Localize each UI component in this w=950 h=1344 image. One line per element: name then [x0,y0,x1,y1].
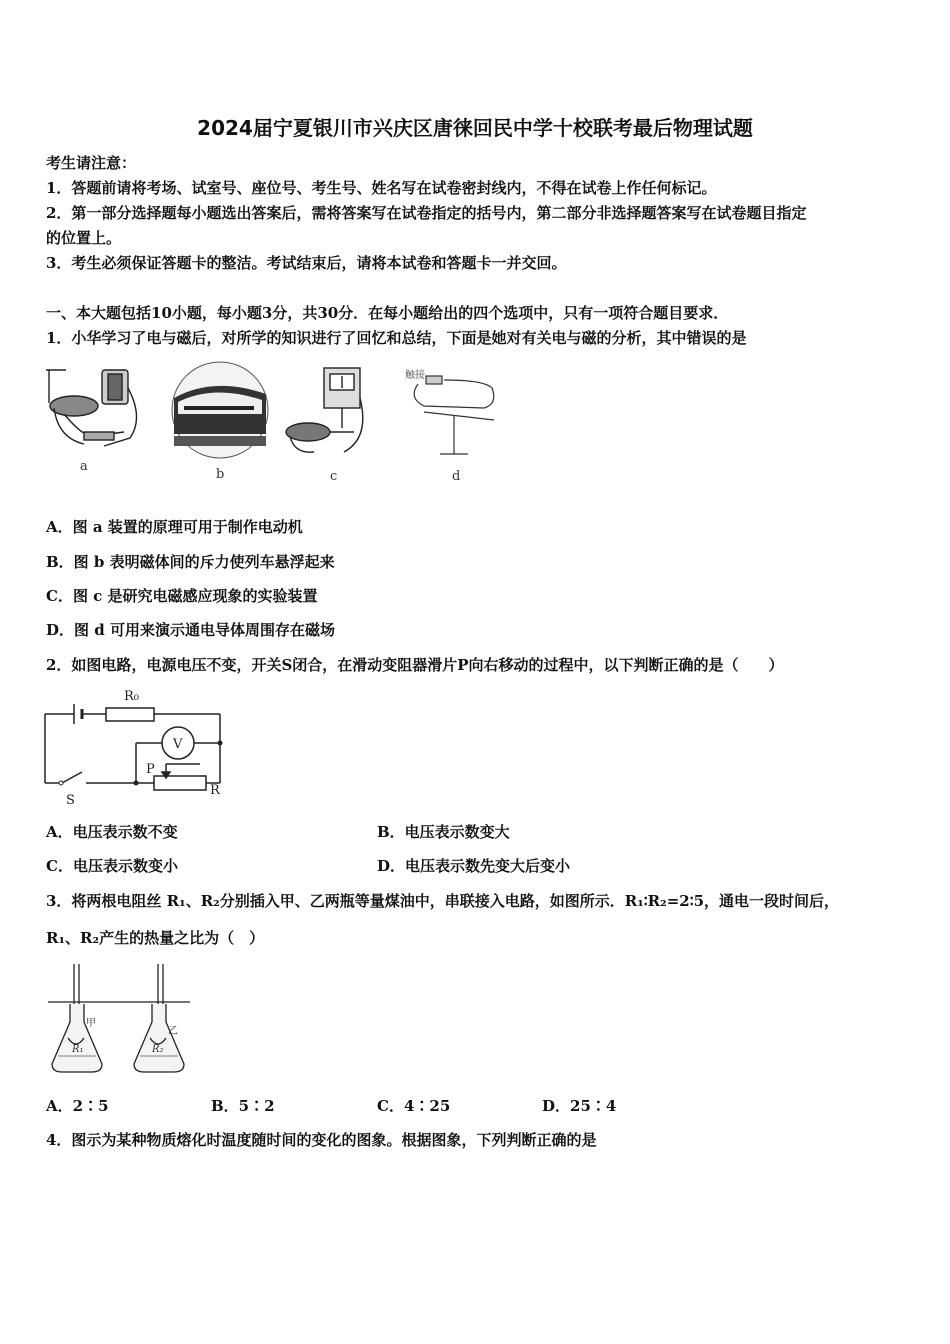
figure-d-compass [414,376,494,454]
q2-option-a: A．电压表示数不变 [46,823,178,841]
q3-option-d: D．25∶4 [542,1097,617,1115]
question-4-stem: 4．图示为某种物质熔化时温度随时间的变化的图象。根据图象，下列判断正确的是 [46,1131,597,1149]
q2-option-d: D．电压表示数先变大后变小 [377,857,571,875]
flask-yi-label: 乙 [168,1026,178,1037]
question-1-stem: 1．小华学习了电与磁后，对所学的知识进行了回忆和总结，下面是她对有关电与磁的分析，其中错误的是 [46,329,747,347]
q1-option-d: D．图 d 可用来演示通电导体周围存在磁场 [46,621,335,639]
q1-option-c: C．图 c 是研究电磁感应现象的实验装置 [46,587,318,605]
voltmeter-label: V [173,737,183,752]
figure-d-caption: d [452,469,461,484]
q3-option-b: B．5∶2 [211,1097,275,1115]
q3-option-c: C．4∶25 [377,1097,451,1115]
page-title: 2024届宁夏银川市兴庆区唐徕回民中学十校联考最后物理试题 [197,116,753,140]
figure-a-apparatus [46,370,137,446]
figure-d-label: 触接 [405,370,425,381]
question-3-stem: 3．将两根电阻丝 R₁、R₂分别插入甲、乙两瓶等量煤油中，串联接入电路，如图所示．R₁∶R₂=2∶5，通电一段时间后， [46,892,840,910]
r-label: R [210,783,220,798]
notice-item: 2．第一部分选择题每小题选出答案后，需将答案写在试卷指定的括号内，第二部分非选择题答案写在试卷题目指定 [46,204,807,222]
figure-b-caption: b [216,467,225,482]
p-label: P [146,762,155,777]
q1-option-a: A．图 a 装置的原理可用于制作电动机 [46,518,303,536]
q1-figures [44,358,509,488]
q3-option-a: A．2∶5 [46,1097,109,1115]
s-label: S [66,793,75,808]
q2-option-b: B．电压表示数变大 [377,823,510,841]
notice-item: 的位置上。 [46,229,122,247]
question-2-stem: 2．如图电路，电源电压不变，开关S闭合，在滑动变阻器滑片P向右移动的过程中，以下判断正确的是（ ） [46,656,784,674]
figure-b-maglev [172,362,268,458]
notice-item: 1．答题前请将考场、试室号、座位号、考生号、姓名写在试卷密封线内，不得在试卷上作任何标记。 [46,179,717,197]
section-heading: 一、本大题包括10小题，每小题3分，共30分．在每小题给出的四个选项中，只有一项符合题目要求． [46,304,729,322]
question-3-stem-cont: R₁、R₂产生的热量之比为（ ） [46,929,265,947]
r2-label: R₂ [152,1044,164,1055]
figure-c-galvanometer [286,368,363,452]
q3-flasks [44,960,194,1080]
figure-c-caption: c [330,469,338,484]
notice-item: 3．考生必须保证答题卡的整洁。考试结束后，请将本试卷和答题卡一并交回。 [46,254,567,272]
flask-jia-label: 甲 [86,1018,96,1029]
q2-circuit [40,684,240,809]
q2-option-c: C．电压表示数变小 [46,857,178,875]
notice-heading: 考生请注意： [46,154,137,172]
r0-label: R₀ [124,689,139,704]
q1-option-b: B．图 b 表明磁体间的斥力使列车悬浮起来 [46,553,335,571]
figure-a-caption: a [80,459,88,474]
r1-label: R₁ [72,1044,84,1055]
